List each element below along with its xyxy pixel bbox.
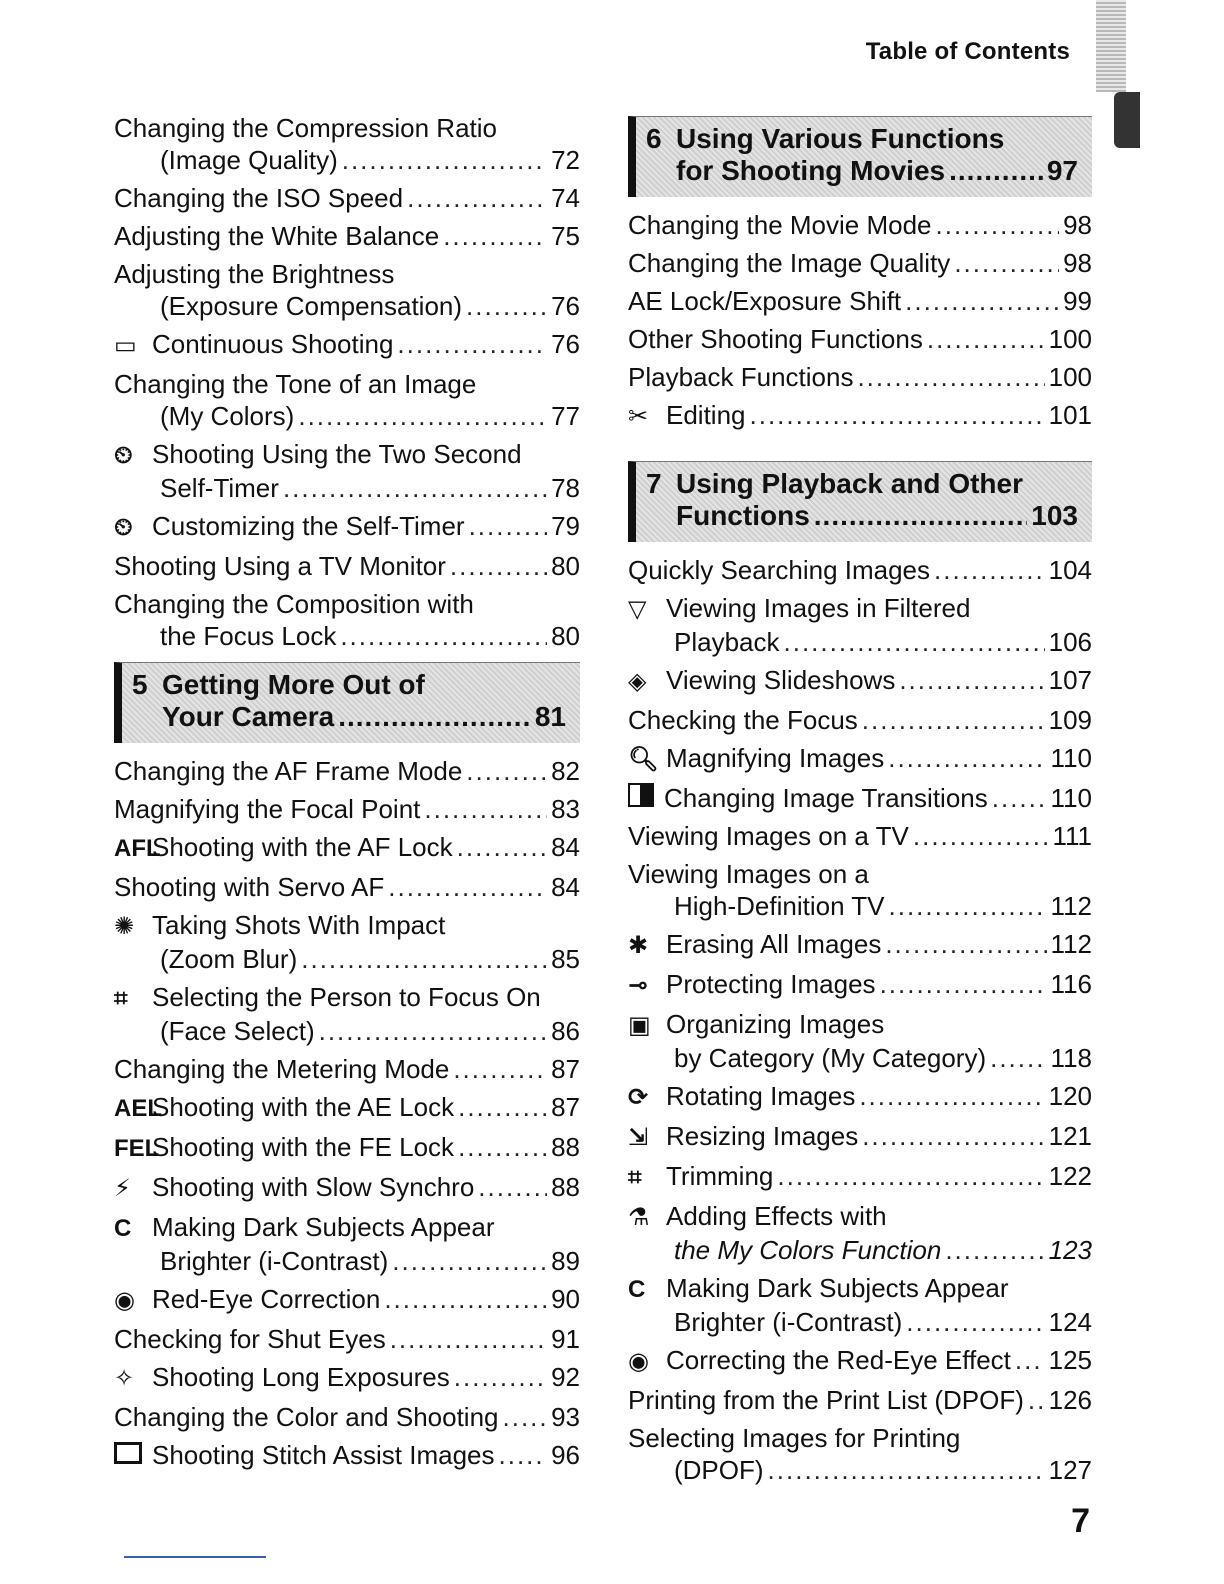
page-number: 7 xyxy=(1071,1502,1090,1540)
toc-entry-page: 99 xyxy=(1063,286,1092,316)
toc-entry-page: 112 xyxy=(1050,929,1092,959)
toc-entry[interactable] xyxy=(114,1091,580,1125)
toc-entry-title: Trimming xyxy=(666,1161,774,1191)
leader-dots xyxy=(934,554,1045,586)
toc-entry-page: 89 xyxy=(551,1246,580,1276)
toc-entry-title-continued: (Zoom Blur) xyxy=(160,944,298,974)
section-title-line1: Using Playback and Other xyxy=(676,468,1023,499)
toc-entry[interactable] xyxy=(628,704,1092,736)
toc-entry-page: 112 xyxy=(1050,891,1092,921)
toc-entry[interactable] xyxy=(114,793,580,825)
section-title-line2: for Shooting Movies xyxy=(676,155,946,186)
leader-dots xyxy=(443,220,547,252)
continuous-shooting-icon: ▭ xyxy=(114,332,137,359)
toc-entry-page: 98 xyxy=(1063,210,1092,240)
toc-entry[interactable] xyxy=(628,209,1092,241)
toc-entry[interactable] xyxy=(628,1384,1092,1416)
section-page: 103 xyxy=(1031,500,1078,531)
toc-right-column xyxy=(628,112,1092,1492)
toc-entry-page: 87 xyxy=(551,1054,580,1084)
category-icon: ▣ xyxy=(628,1012,651,1039)
leader-dots xyxy=(949,155,1043,187)
leader-dots xyxy=(913,820,1049,852)
toc-entry[interactable] xyxy=(628,1200,1092,1266)
toc-entry-page: 123 xyxy=(1048,1235,1092,1265)
toc-entry-page: 87 xyxy=(551,1092,580,1122)
leader-dots xyxy=(954,247,1059,279)
toc-entry-title: Selecting the Person to Focus On xyxy=(152,982,541,1012)
toc-entry[interactable] xyxy=(114,328,580,362)
toc-entry[interactable] xyxy=(628,1272,1092,1338)
toc-entry[interactable] xyxy=(114,909,580,975)
toc-entry[interactable] xyxy=(114,112,580,176)
toc-entry-title: Changing the Metering Mode xyxy=(114,1054,450,1084)
toc-entry[interactable] xyxy=(628,820,1092,852)
toc-entry[interactable] xyxy=(114,1131,580,1165)
toc-entry[interactable] xyxy=(628,285,1092,317)
section-number: 5 xyxy=(132,669,148,700)
toc-entry[interactable] xyxy=(628,664,1092,698)
toc-entry-title: Shooting with the AF Lock xyxy=(152,832,453,862)
toc-entry-title-continued: Brighter (i-Contrast) xyxy=(674,1307,903,1337)
toc-entry[interactable] xyxy=(114,1171,580,1205)
toc-entry-title: Checking the Focus xyxy=(628,705,858,735)
toc-entry[interactable] xyxy=(114,438,580,504)
toc-entry-title: Changing the Tone of an Image xyxy=(114,369,477,399)
toc-entry-page: 121 xyxy=(1048,1121,1092,1151)
toc-entry[interactable] xyxy=(114,550,580,582)
section-title-line2: Functions xyxy=(676,500,810,531)
toc-entry[interactable] xyxy=(628,928,1092,962)
section-number: 6 xyxy=(646,123,662,154)
toc-entry-page: 118 xyxy=(1050,1043,1092,1073)
edge-tab-stripe xyxy=(1096,0,1126,92)
toc-entry-title: Shooting with Slow Synchro xyxy=(152,1172,475,1202)
toc-entry[interactable] xyxy=(628,592,1092,658)
leader-dots xyxy=(469,510,548,542)
toc-entry-title: Correcting the Red-Eye Effect xyxy=(666,1345,1011,1375)
toc-entry-page: 125 xyxy=(1048,1345,1092,1375)
leader-dots xyxy=(298,400,547,432)
toc-entry[interactable] xyxy=(114,1361,580,1395)
toc-entry-title-continued: High-Definition TV xyxy=(674,891,885,921)
toc-entry-page: 92 xyxy=(551,1362,580,1392)
toc-entry-title: Adding Effects with xyxy=(666,1201,887,1231)
toc-entry-title: Shooting with the AE Lock xyxy=(152,1092,455,1122)
rotate-icon: ⟳ xyxy=(628,1084,649,1111)
leader-dots xyxy=(458,1131,547,1163)
toc-entry-page: 107 xyxy=(1048,665,1092,695)
leader-dots xyxy=(992,782,1047,814)
leader-dots xyxy=(899,664,1044,696)
toc-entry[interactable] xyxy=(628,399,1092,433)
magnify-icon: 🔍︎ xyxy=(628,746,659,773)
red-eye-icon: ◉ xyxy=(114,1287,135,1314)
leader-dots xyxy=(458,1091,547,1123)
slideshow-icon: ◈ xyxy=(628,668,647,695)
toc-entry-page: 127 xyxy=(1048,1455,1092,1485)
toc-entry-page: 83 xyxy=(551,794,580,824)
erase-all-icon: ✱ xyxy=(628,932,649,959)
section-page: 97 xyxy=(1046,155,1078,186)
filter-icon: ▽ xyxy=(628,596,647,623)
toc-entry-page: 110 xyxy=(1050,743,1092,773)
toc-entry-page: 104 xyxy=(1048,555,1092,585)
toc-entry-page: 111 xyxy=(1052,821,1092,851)
toc-entry-title-continued: (Exposure Compensation) xyxy=(160,291,463,321)
toc-entry[interactable] xyxy=(114,182,580,214)
leader-dots xyxy=(283,472,547,504)
toc-entry-title-continued: by Category (My Category) xyxy=(674,1043,987,1073)
toc-entry-title: Viewing Images in Filtered xyxy=(666,593,971,623)
toc-entry-page: 72 xyxy=(551,145,580,175)
toc-entry-title-continued: (My Colors) xyxy=(160,401,295,431)
toc-entry[interactable] xyxy=(628,1080,1092,1114)
toc-entry-title: Other Shooting Functions xyxy=(628,324,923,354)
i-contrast-icon: C xyxy=(114,1215,132,1242)
leader-dots xyxy=(342,144,547,176)
leader-dots xyxy=(990,1042,1046,1074)
leader-dots xyxy=(319,1015,547,1047)
section-title-line1: Using Various Functions xyxy=(676,123,1005,154)
toc-entry-page: 126 xyxy=(1048,1385,1092,1415)
toc-entry-page: 124 xyxy=(1048,1307,1092,1337)
leader-dots xyxy=(906,1306,1044,1338)
toc-entry[interactable] xyxy=(114,1053,580,1085)
toc-entry-title: Taking Shots With Impact xyxy=(152,910,446,940)
toc-entry-title-continued: the My Colors Function xyxy=(674,1235,942,1265)
toc-entry-title: Red-Eye Correction xyxy=(152,1284,381,1314)
toc-entry-title: Changing the Movie Mode xyxy=(628,210,932,240)
toc-entry-title: Adjusting the White Balance xyxy=(114,221,440,251)
toc-entry-page: 84 xyxy=(551,872,580,902)
leader-dots xyxy=(1015,1344,1045,1376)
toc-entry-title: Playback Functions xyxy=(628,362,854,392)
toc-entry[interactable] xyxy=(114,1211,580,1277)
toc-entry-page: 76 xyxy=(551,329,580,359)
toc-entry-page: 96 xyxy=(551,1440,580,1470)
leader-dots xyxy=(888,742,1046,774)
toc-entry[interactable] xyxy=(628,1120,1092,1154)
toc-entry-page: 88 xyxy=(551,1172,580,1202)
leader-dots xyxy=(392,1245,547,1277)
toc-entry-title: Resizing Images xyxy=(666,1121,859,1151)
toc-entry-title: Shooting with Servo AF xyxy=(114,872,385,902)
toc-entry-title: Protecting Images xyxy=(666,969,876,999)
leader-dots xyxy=(889,890,1047,922)
toc-list-left-top xyxy=(114,112,580,652)
toc-entry-page: 80 xyxy=(551,551,580,581)
toc-entry-title: Changing the ISO Speed xyxy=(114,183,404,213)
section-title-line2: Your Camera xyxy=(162,701,335,732)
toc-entry-title: Viewing Slideshows xyxy=(666,665,896,695)
toc-entry[interactable] xyxy=(114,1401,580,1433)
toc-entry[interactable] xyxy=(114,588,580,652)
leader-dots xyxy=(424,793,547,825)
toc-entry-title: Changing the Image Quality xyxy=(628,248,951,278)
leader-dots xyxy=(936,209,1060,241)
fe-lock-icon: FEL xyxy=(114,1135,160,1162)
toc-entry-title-continued: Brighter (i-Contrast) xyxy=(160,1246,389,1276)
edge-tab-marker xyxy=(1114,92,1140,148)
toc-entry-title: Changing the Color and Shooting xyxy=(114,1402,499,1432)
toc-entry[interactable] xyxy=(114,258,580,322)
leader-dots xyxy=(397,328,547,360)
toc-entry-title: Rotating Images xyxy=(666,1081,856,1111)
toc-entry[interactable] xyxy=(628,742,1092,776)
toc-entry[interactable] xyxy=(114,1439,580,1471)
toc-entry-title: Adjusting the Brightness xyxy=(114,259,395,289)
toc-entry-title-continued: (DPOF) xyxy=(674,1455,764,1485)
toc-entry-title: Changing the AF Frame Mode xyxy=(114,756,463,786)
toc-entry-title: Changing the Composition with xyxy=(114,589,474,619)
stitch-assist-icon xyxy=(114,1442,142,1464)
toc-entry-page: 74 xyxy=(551,183,580,213)
toc-entry[interactable] xyxy=(114,510,580,544)
toc-entry-title: Shooting Using a TV Monitor xyxy=(114,551,446,581)
leader-dots xyxy=(862,704,1045,736)
leader-dots xyxy=(457,831,547,863)
toc-entry-title: Shooting Long Exposures xyxy=(152,1362,450,1392)
toc-entry-title: Continuous Shooting xyxy=(152,329,394,359)
footer-rule xyxy=(124,1556,266,1558)
toc-entry-title-continued: the Focus Lock xyxy=(160,621,337,651)
leader-dots xyxy=(340,620,547,652)
toc-entry[interactable] xyxy=(114,368,580,432)
ae-lock-icon: AEL xyxy=(114,1095,162,1122)
section-7-banner[interactable] xyxy=(628,461,1092,542)
toc-entry-page: 76 xyxy=(551,291,580,321)
toc-entry-page: 98 xyxy=(1063,248,1092,278)
toc-entry-title: Shooting with the FE Lock xyxy=(152,1132,455,1162)
leader-dots xyxy=(407,182,547,214)
toc-entry-title: Changing the Compression Ratio xyxy=(114,113,497,143)
toc-entry[interactable] xyxy=(114,755,580,787)
toc-entry-page: 93 xyxy=(551,1402,580,1432)
leader-dots xyxy=(945,1234,1044,1266)
protect-key-icon: ⊸ xyxy=(628,972,649,999)
toc-entry[interactable] xyxy=(628,1422,1092,1486)
toc-entry-page: 100 xyxy=(1048,324,1092,354)
toc-entry-title: Shooting Using the Two Second xyxy=(152,439,522,469)
toc-entry[interactable] xyxy=(628,1008,1092,1074)
red-eye-correct-icon: ◉ xyxy=(628,1348,649,1375)
toc-entry-title: Magnifying the Focal Point xyxy=(114,794,421,824)
toc-entry-page: 77 xyxy=(551,401,580,431)
section-title-line1: Getting More Out of xyxy=(162,669,425,700)
toc-entry-title: Making Dark Subjects Appear xyxy=(152,1212,495,1242)
leader-dots xyxy=(814,500,1028,532)
toc-list-section-6 xyxy=(628,209,1092,433)
toc-entry[interactable] xyxy=(628,1344,1092,1378)
leader-dots xyxy=(880,968,1047,1000)
toc-entry-page: 86 xyxy=(551,1016,580,1046)
toc-entry-page: 100 xyxy=(1048,362,1092,392)
leader-dots xyxy=(1028,1384,1045,1416)
i-contrast-icon: C xyxy=(628,1276,646,1303)
toc-entry[interactable] xyxy=(628,782,1092,814)
leader-dots xyxy=(927,323,1045,355)
toc-entry[interactable] xyxy=(114,871,580,903)
leader-dots xyxy=(768,1454,1045,1486)
toc-entry[interactable] xyxy=(114,981,580,1047)
toc-entry-title: Checking for Shut Eyes xyxy=(114,1324,386,1354)
section-number: 7 xyxy=(646,468,662,499)
af-lock-icon: AFL xyxy=(114,835,161,862)
toc-entry[interactable] xyxy=(114,1283,580,1317)
toc-entry-title-continued: (Image Quality) xyxy=(160,145,338,175)
toc-entry-page: 120 xyxy=(1048,1081,1092,1111)
toc-entry-page: 85 xyxy=(551,944,580,974)
toc-entry[interactable] xyxy=(114,831,580,865)
leader-dots xyxy=(466,290,547,322)
toc-entry[interactable] xyxy=(114,220,580,252)
toc-entry-page: 82 xyxy=(551,756,580,786)
face-select-icon: ⌗ xyxy=(114,985,128,1012)
toc-entry-title: Organizing Images xyxy=(666,1009,885,1039)
toc-entry[interactable] xyxy=(628,247,1092,279)
toc-list-section-7 xyxy=(628,554,1092,1486)
toc-entry-title: Customizing the Self-Timer xyxy=(152,511,465,541)
section-page: 81 xyxy=(534,701,566,732)
leader-dots xyxy=(784,626,1045,658)
toc-entry-page: 110 xyxy=(1050,783,1092,813)
leader-dots xyxy=(478,1171,547,1203)
toc-entry-title: Erasing All Images xyxy=(666,929,882,959)
toc-entry-page: 90 xyxy=(551,1284,580,1314)
toc-entry-page: 75 xyxy=(551,221,580,251)
toc-entry[interactable] xyxy=(628,968,1092,1002)
toc-entry[interactable] xyxy=(628,323,1092,355)
toc-entry-title: AE Lock/Exposure Shift xyxy=(628,286,902,316)
leader-dots xyxy=(388,871,547,903)
toc-entry-page: 78 xyxy=(551,473,580,503)
toc-entry[interactable] xyxy=(628,554,1092,586)
toc-entry-page: 101 xyxy=(1048,400,1092,430)
toc-entry-page: 79 xyxy=(551,511,580,541)
toc-entry-page: 109 xyxy=(1048,705,1092,735)
leader-dots xyxy=(503,1401,548,1433)
leader-dots xyxy=(499,1439,548,1471)
leader-dots xyxy=(905,285,1059,317)
leader-dots xyxy=(859,1080,1044,1112)
toc-entry-page: 84 xyxy=(551,832,580,862)
leader-dots xyxy=(885,928,1046,960)
toc-entry-page: 106 xyxy=(1048,627,1092,657)
leader-dots xyxy=(862,1120,1044,1152)
toc-entry-page: 91 xyxy=(551,1324,580,1354)
zoom-blur-icon: ✺ xyxy=(114,913,135,940)
long-exposure-icon: ✧ xyxy=(114,1365,135,1392)
custom-timer-icon: ⏲ xyxy=(114,514,133,541)
toc-entry-title: Viewing Images on a xyxy=(628,859,869,889)
toc-entry-title: Quickly Searching Images xyxy=(628,555,931,585)
toc-entry[interactable] xyxy=(628,1160,1092,1194)
leader-dots xyxy=(466,755,547,787)
leader-dots xyxy=(777,1160,1044,1192)
section-5-banner[interactable] xyxy=(114,662,580,743)
leader-dots xyxy=(454,1361,547,1393)
leader-dots xyxy=(857,361,1044,393)
leader-dots xyxy=(338,701,531,733)
toc-entry-title: Viewing Images on a TV xyxy=(628,821,909,851)
toc-entry[interactable] xyxy=(628,361,1092,393)
my-colors-icon: ⚗ xyxy=(628,1204,650,1231)
toc-entry-title-continued: (Face Select) xyxy=(160,1016,315,1046)
trim-icon: ⌗ xyxy=(628,1164,642,1191)
toc-entry-title-continued: Self-Timer xyxy=(160,473,279,503)
self-timer-2sec-icon: ⏲ xyxy=(114,442,133,469)
leader-dots xyxy=(390,1323,547,1355)
toc-entry-page: 122 xyxy=(1048,1161,1092,1191)
resize-icon: ⇲ xyxy=(628,1124,649,1151)
toc-entry-title: Selecting Images for Printing xyxy=(628,1423,961,1453)
slow-synchro-icon: ⚡ xyxy=(114,1175,131,1202)
leader-dots xyxy=(750,399,1045,431)
toc-entry-title-continued: Playback xyxy=(674,627,780,657)
page-header-title: Table of Contents xyxy=(865,38,1070,65)
toc-list-left-bottom xyxy=(114,755,580,1471)
toc-entry-title: Editing xyxy=(666,400,746,430)
scissors-icon: ✂ xyxy=(628,403,649,430)
leader-dots xyxy=(450,550,547,582)
section-6-banner[interactable] xyxy=(628,116,1092,197)
toc-entry[interactable] xyxy=(114,1323,580,1355)
toc-entry-page: 88 xyxy=(551,1132,580,1162)
toc-left-column xyxy=(114,112,580,1477)
leader-dots xyxy=(453,1053,547,1085)
leader-dots xyxy=(384,1283,547,1315)
toc-entry-title: Changing Image Transitions xyxy=(664,783,988,813)
toc-entry-title: Printing from the Print List (DPOF) xyxy=(628,1385,1024,1415)
toc-entry-page: 116 xyxy=(1050,969,1092,999)
toc-entry-page: 80 xyxy=(551,621,580,651)
transition-icon xyxy=(628,783,654,807)
toc-entry-title: Making Dark Subjects Appear xyxy=(666,1273,1009,1303)
toc-entry-title: Magnifying Images xyxy=(666,743,885,773)
toc-entry[interactable] xyxy=(628,858,1092,922)
leader-dots xyxy=(301,943,547,975)
toc-entry-title: Shooting Stitch Assist Images xyxy=(152,1440,495,1470)
